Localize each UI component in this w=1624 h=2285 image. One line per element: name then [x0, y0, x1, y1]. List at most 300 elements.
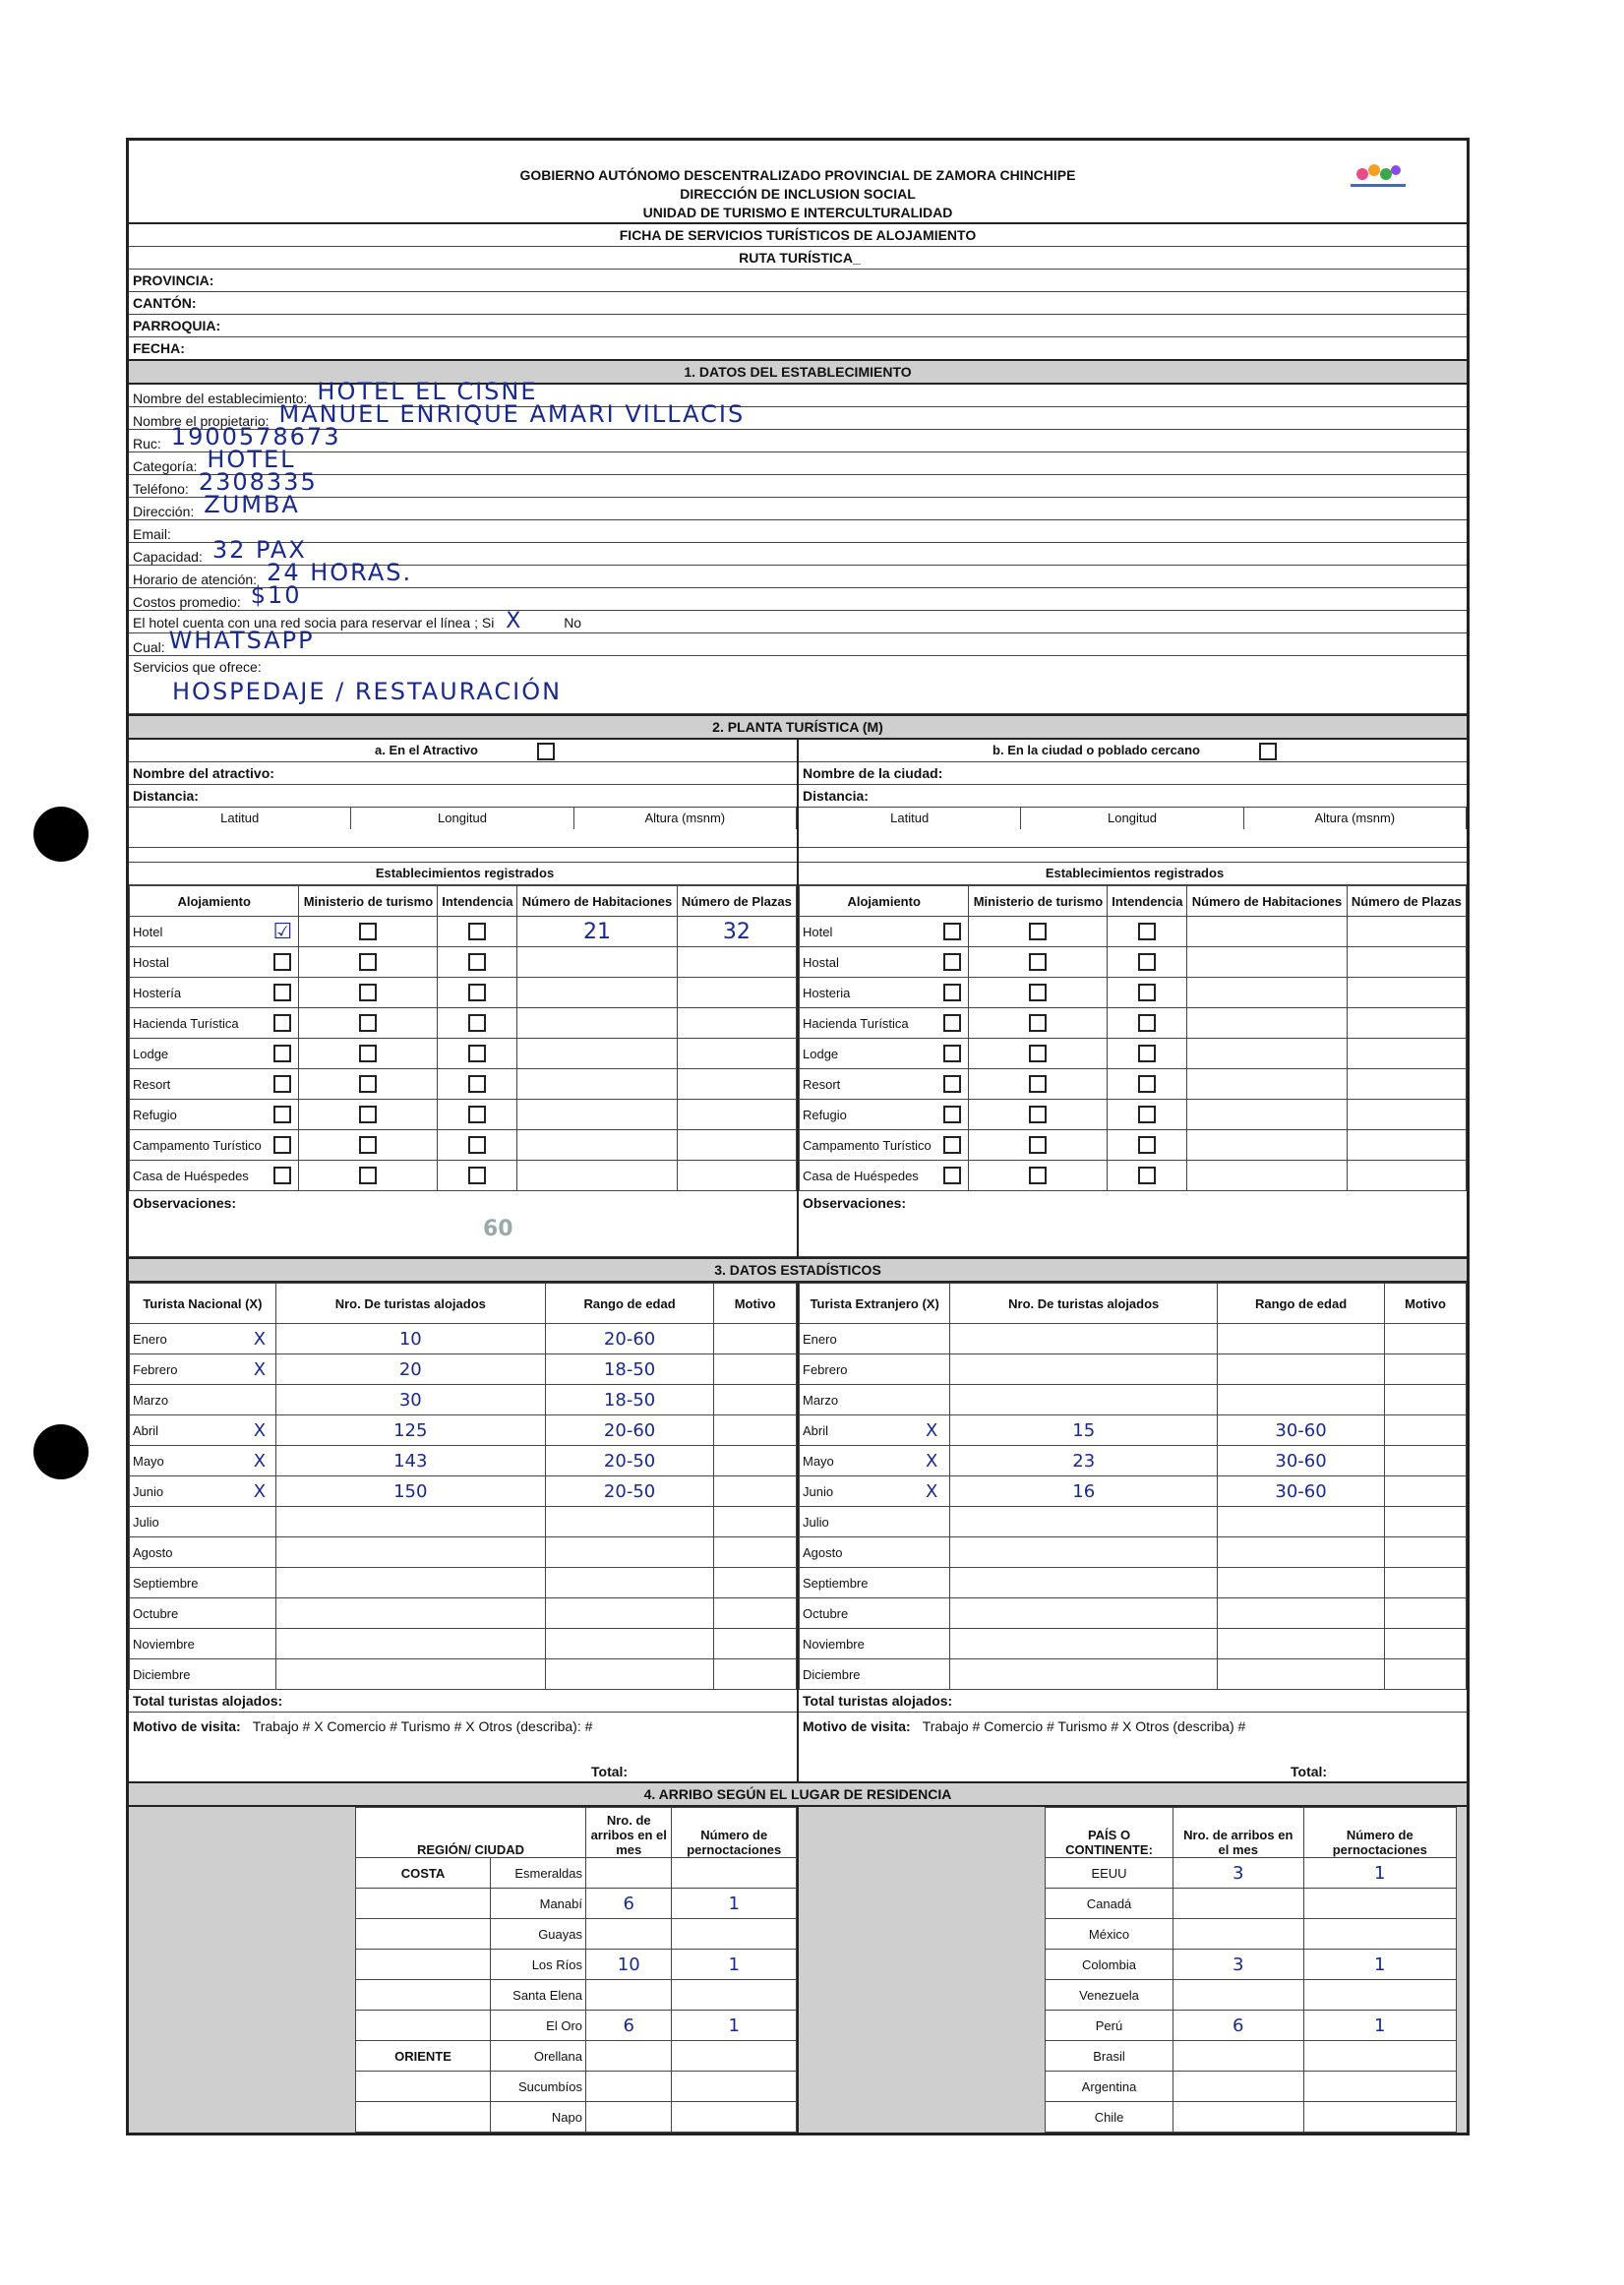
pernoctaciones-cell[interactable] — [1303, 1889, 1456, 1919]
stats-motivo-cell[interactable] — [1385, 1598, 1467, 1629]
planta-distancia[interactable]: Distancia: — [129, 785, 797, 808]
alojamiento-check[interactable] — [267, 1008, 299, 1039]
habitaciones-cell[interactable] — [1187, 1069, 1347, 1100]
stats-x-cell[interactable] — [244, 1659, 275, 1690]
planta-checkbox-cell[interactable] — [438, 1039, 517, 1069]
stats-count-cell[interactable] — [950, 1324, 1218, 1354]
arribos-count-cell[interactable] — [1173, 2011, 1304, 2041]
stats-range-cell[interactable] — [1218, 1446, 1385, 1476]
stats-x-cell[interactable] — [244, 1476, 275, 1507]
alojamiento-check[interactable] — [267, 1069, 299, 1100]
field-row[interactable] — [129, 491, 1467, 520]
arribos-count-cell[interactable] — [1173, 1980, 1304, 2011]
stats-count-cell[interactable] — [950, 1476, 1218, 1507]
stats-range-cell[interactable] — [1218, 1324, 1385, 1354]
habitaciones-cell[interactable] — [517, 978, 677, 1008]
stats-x-cell[interactable] — [244, 1507, 275, 1537]
planta-checkbox-cell[interactable] — [299, 1161, 438, 1191]
stats-count-cell[interactable] — [950, 1385, 1218, 1415]
motivo-visita[interactable] — [129, 1713, 797, 1781]
planta-distancia[interactable]: Distancia: — [799, 785, 1467, 808]
arribos-count-cell[interactable] — [1173, 2072, 1304, 2102]
stats-x-cell[interactable] — [914, 1476, 950, 1507]
habitaciones-cell[interactable] — [1187, 1039, 1347, 1069]
checkbox-icon[interactable] — [468, 984, 486, 1001]
checkbox-icon[interactable] — [468, 1167, 486, 1184]
checkbox-icon[interactable] — [1029, 1014, 1047, 1032]
stats-x-cell[interactable] — [914, 1354, 950, 1385]
planta-checkbox-cell[interactable] — [438, 1100, 517, 1130]
checkbox-icon[interactable] — [273, 1106, 291, 1123]
plazas-cell[interactable] — [1347, 1161, 1466, 1191]
planta-checkbox-cell[interactable] — [1108, 947, 1187, 978]
pernoctaciones-cell[interactable] — [672, 1858, 797, 1889]
habitaciones-cell[interactable] — [1187, 1161, 1347, 1191]
pernoctaciones-cell[interactable] — [672, 2011, 797, 2041]
stats-count-cell[interactable] — [275, 1659, 545, 1690]
habitaciones-cell[interactable] — [517, 1130, 677, 1161]
checkbox-icon[interactable] — [1029, 923, 1047, 940]
pernoctaciones-cell[interactable] — [672, 1919, 797, 1950]
habitaciones-cell[interactable] — [517, 1039, 677, 1069]
stats-count-cell[interactable] — [950, 1629, 1218, 1659]
stats-count-cell[interactable] — [950, 1568, 1218, 1598]
checkbox-icon[interactable] — [1138, 1045, 1156, 1062]
stats-count-cell[interactable] — [950, 1537, 1218, 1568]
arribos-count-cell[interactable] — [1173, 1950, 1304, 1980]
checkbox-icon[interactable] — [1029, 1136, 1047, 1154]
habitaciones-cell[interactable] — [517, 1161, 677, 1191]
alojamiento-check[interactable] — [267, 1161, 299, 1191]
planta-checkbox-cell[interactable] — [969, 1161, 1108, 1191]
stats-range-cell[interactable] — [545, 1659, 713, 1690]
alojamiento-check[interactable] — [267, 1130, 299, 1161]
stats-motivo-cell[interactable] — [1385, 1385, 1467, 1415]
planta-checkbox-cell[interactable] — [438, 947, 517, 978]
stats-x-cell[interactable] — [914, 1659, 950, 1690]
checkbox-icon[interactable] — [359, 923, 377, 940]
stats-range-cell[interactable] — [1218, 1598, 1385, 1629]
stats-x-cell[interactable] — [914, 1507, 950, 1537]
checkbox-icon[interactable] — [273, 1045, 291, 1062]
checkbox-icon[interactable] — [1029, 1167, 1047, 1184]
field-row[interactable] — [129, 520, 1467, 543]
planta-checkbox-cell[interactable] — [1108, 978, 1187, 1008]
habitaciones-cell[interactable] — [517, 1069, 677, 1100]
stats-motivo-cell[interactable] — [1385, 1324, 1467, 1354]
planta-checkbox-cell[interactable] — [299, 978, 438, 1008]
stats-count-cell[interactable] — [275, 1415, 545, 1446]
checkbox-icon[interactable] — [359, 1045, 377, 1062]
stats-range-cell[interactable] — [1218, 1476, 1385, 1507]
stats-count-cell[interactable] — [275, 1537, 545, 1568]
planta-checkbox-cell[interactable] — [1108, 1008, 1187, 1039]
stats-motivo-cell[interactable] — [1385, 1415, 1467, 1446]
planta-checkbox-cell[interactable] — [299, 1069, 438, 1100]
checkbox-icon[interactable] — [273, 1075, 291, 1093]
checkbox-icon[interactable] — [1138, 1167, 1156, 1184]
planta-checkbox-cell[interactable] — [299, 947, 438, 978]
field-row[interactable] — [129, 446, 1467, 475]
checkbox-icon[interactable] — [943, 1136, 961, 1154]
checkbox-icon[interactable] — [1138, 1075, 1156, 1093]
stats-motivo-cell[interactable] — [714, 1324, 797, 1354]
stats-count-cell[interactable] — [275, 1446, 545, 1476]
alojamiento-check[interactable] — [936, 1039, 969, 1069]
arribos-count-cell[interactable] — [586, 1858, 672, 1889]
checkbox-icon[interactable] — [1138, 1106, 1156, 1123]
stats-x-cell[interactable] — [914, 1446, 950, 1476]
planta-checkbox-cell[interactable] — [1108, 1069, 1187, 1100]
checkbox-icon[interactable] — [359, 1106, 377, 1123]
checkbox-icon[interactable] — [943, 923, 961, 940]
planta-checkbox-cell[interactable] — [299, 1130, 438, 1161]
planta-sub-checkbox[interactable] — [537, 743, 555, 760]
arribos-count-cell[interactable] — [586, 2011, 672, 2041]
habitaciones-cell[interactable] — [1187, 917, 1347, 947]
stats-x-cell[interactable] — [244, 1568, 275, 1598]
stats-x-cell[interactable] — [244, 1537, 275, 1568]
plazas-cell[interactable] — [677, 1100, 796, 1130]
habitaciones-cell[interactable] — [1187, 1008, 1347, 1039]
arribos-count-cell[interactable] — [1173, 1889, 1304, 1919]
parroquia-field[interactable]: PARROQUIA: — [129, 315, 1467, 337]
planta-checkbox-cell[interactable] — [969, 1008, 1108, 1039]
plazas-cell[interactable] — [677, 1161, 796, 1191]
planta-checkbox-cell[interactable] — [438, 1130, 517, 1161]
stats-count-cell[interactable] — [275, 1476, 545, 1507]
pernoctaciones-cell[interactable] — [1303, 2102, 1456, 2133]
stats-count-cell[interactable] — [275, 1385, 545, 1415]
planta-checkbox-cell[interactable] — [438, 1008, 517, 1039]
arribos-count-cell[interactable] — [586, 2041, 672, 2072]
stats-motivo-cell[interactable] — [714, 1354, 797, 1385]
pernoctaciones-cell[interactable] — [1303, 1858, 1456, 1889]
pernoctaciones-cell[interactable] — [672, 2102, 797, 2133]
arribos-count-cell[interactable] — [1173, 1919, 1304, 1950]
stats-range-cell[interactable] — [545, 1446, 713, 1476]
planta-checkbox-cell[interactable] — [438, 1069, 517, 1100]
checkbox-icon[interactable] — [943, 1106, 961, 1123]
arribos-count-cell[interactable] — [1173, 1858, 1304, 1889]
stats-motivo-cell[interactable] — [1385, 1659, 1467, 1690]
planta-checkbox-cell[interactable] — [969, 1039, 1108, 1069]
stats-range-cell[interactable] — [545, 1385, 713, 1415]
planta-checkbox-cell[interactable] — [969, 947, 1108, 978]
alojamiento-check[interactable] — [936, 978, 969, 1008]
arribos-count-cell[interactable] — [1173, 2041, 1304, 2072]
stats-x-cell[interactable] — [914, 1385, 950, 1415]
stats-count-cell[interactable] — [275, 1568, 545, 1598]
alojamiento-check[interactable] — [936, 1161, 969, 1191]
stats-range-cell[interactable] — [1218, 1385, 1385, 1415]
observaciones[interactable] — [129, 1191, 797, 1257]
habitaciones-cell[interactable] — [1187, 978, 1347, 1008]
checkbox-icon[interactable] — [1029, 1045, 1047, 1062]
stats-motivo-cell[interactable] — [714, 1507, 797, 1537]
stats-x-cell[interactable] — [244, 1415, 275, 1446]
pernoctaciones-cell[interactable] — [672, 1980, 797, 2011]
habitaciones-cell[interactable] — [1187, 1130, 1347, 1161]
planta-checkbox-cell[interactable] — [969, 978, 1108, 1008]
checkbox-icon[interactable] — [359, 1167, 377, 1184]
checkbox-icon[interactable] — [359, 953, 377, 971]
stats-range-cell[interactable] — [1218, 1354, 1385, 1385]
fecha-field[interactable]: FECHA: — [133, 340, 185, 356]
checkbox-icon[interactable] — [468, 923, 486, 940]
stats-count-cell[interactable] — [950, 1507, 1218, 1537]
planta-name[interactable]: Nombre del atractivo: — [129, 762, 797, 785]
stats-range-cell[interactable] — [1218, 1659, 1385, 1690]
stats-x-cell[interactable] — [914, 1568, 950, 1598]
plazas-cell[interactable] — [1347, 1130, 1466, 1161]
habitaciones-cell[interactable] — [517, 1100, 677, 1130]
stats-x-cell[interactable] — [244, 1446, 275, 1476]
stats-x-cell[interactable] — [244, 1629, 275, 1659]
checkbox-icon[interactable] — [943, 1167, 961, 1184]
stats-motivo-cell[interactable] — [714, 1385, 797, 1415]
planta-checkbox-cell[interactable] — [1108, 1161, 1187, 1191]
stats-range-cell[interactable] — [545, 1568, 713, 1598]
plazas-cell[interactable] — [1347, 978, 1466, 1008]
alojamiento-check[interactable] — [936, 1100, 969, 1130]
stats-count-cell[interactable] — [275, 1507, 545, 1537]
stats-motivo-cell[interactable] — [1385, 1568, 1467, 1598]
stats-range-cell[interactable] — [545, 1324, 713, 1354]
stats-range-cell[interactable] — [545, 1415, 713, 1446]
checkbox-icon[interactable] — [943, 953, 961, 971]
pernoctaciones-cell[interactable] — [1303, 2011, 1456, 2041]
motivo-visita[interactable] — [799, 1713, 1467, 1781]
stats-count-cell[interactable] — [950, 1659, 1218, 1690]
stats-motivo-cell[interactable] — [714, 1415, 797, 1446]
checkbox-icon[interactable] — [1029, 1106, 1047, 1123]
planta-checkbox-cell[interactable] — [438, 978, 517, 1008]
arribos-count-cell[interactable] — [586, 2102, 672, 2133]
stats-motivo-cell[interactable] — [1385, 1354, 1467, 1385]
checkbox-icon[interactable] — [1029, 984, 1047, 1001]
checkbox-icon[interactable] — [1138, 984, 1156, 1001]
alojamiento-check[interactable] — [936, 1008, 969, 1039]
stats-x-cell[interactable] — [244, 1598, 275, 1629]
checkbox-icon[interactable] — [943, 1045, 961, 1062]
habitaciones-cell[interactable] — [1187, 1100, 1347, 1130]
pernoctaciones-cell[interactable] — [1303, 1980, 1456, 2011]
alojamiento-check[interactable] — [936, 917, 969, 947]
checkbox-icon[interactable] — [943, 984, 961, 1001]
stats-motivo-cell[interactable] — [714, 1537, 797, 1568]
stats-range-cell[interactable] — [545, 1507, 713, 1537]
servicios-row[interactable] — [129, 678, 1467, 714]
planta-checkbox-cell[interactable] — [969, 917, 1108, 947]
stats-count-cell[interactable] — [950, 1446, 1218, 1476]
stats-motivo-cell[interactable] — [1385, 1537, 1467, 1568]
red-social-row[interactable] — [129, 611, 1467, 633]
planta-checkbox-cell[interactable] — [1108, 1039, 1187, 1069]
geo-values[interactable] — [799, 829, 1467, 848]
alojamiento-check[interactable] — [267, 978, 299, 1008]
checkbox-icon[interactable] — [1138, 1014, 1156, 1032]
checkbox-icon[interactable] — [1138, 1136, 1156, 1154]
checkbox-icon[interactable] — [273, 1136, 291, 1154]
planta-checkbox-cell[interactable] — [299, 1008, 438, 1039]
stats-range-cell[interactable] — [1218, 1537, 1385, 1568]
stats-count-cell[interactable] — [275, 1324, 545, 1354]
checkbox-icon[interactable] — [468, 1106, 486, 1123]
stats-motivo-cell[interactable] — [714, 1446, 797, 1476]
planta-name[interactable]: Nombre de la ciudad: — [799, 762, 1467, 785]
arribos-count-cell[interactable] — [1173, 2102, 1304, 2133]
stats-range-cell[interactable] — [545, 1598, 713, 1629]
stats-count-cell[interactable] — [950, 1415, 1218, 1446]
arribos-count-cell[interactable] — [586, 1889, 672, 1919]
plazas-cell[interactable] — [1347, 917, 1466, 947]
pernoctaciones-cell[interactable] — [672, 2072, 797, 2102]
field-row[interactable] — [129, 423, 1467, 452]
planta-checkbox-cell[interactable] — [438, 1161, 517, 1191]
stats-x-cell[interactable] — [914, 1415, 950, 1446]
planta-checkbox-cell[interactable] — [299, 917, 438, 947]
stats-motivo-cell[interactable] — [714, 1568, 797, 1598]
arribos-count-cell[interactable] — [586, 1980, 672, 2011]
stats-count-cell[interactable] — [275, 1629, 545, 1659]
stats-motivo-cell[interactable] — [714, 1629, 797, 1659]
field-row[interactable] — [129, 468, 1467, 498]
pernoctaciones-cell[interactable] — [1303, 2072, 1456, 2102]
checkbox-icon[interactable] — [468, 1045, 486, 1062]
stats-x-cell[interactable] — [244, 1385, 275, 1415]
pernoctaciones-cell[interactable] — [672, 2041, 797, 2072]
checkbox-icon[interactable] — [943, 1014, 961, 1032]
plazas-cell[interactable] — [1347, 947, 1466, 978]
stats-count-cell[interactable] — [950, 1354, 1218, 1385]
stats-x-cell[interactable] — [914, 1629, 950, 1659]
geo-values[interactable] — [129, 829, 797, 848]
checkbox-icon[interactable] — [359, 984, 377, 1001]
cual-row[interactable] — [129, 627, 1467, 656]
planta-sub-checkbox[interactable] — [1259, 743, 1277, 760]
stats-range-cell[interactable] — [1218, 1568, 1385, 1598]
alojamiento-check[interactable] — [267, 1100, 299, 1130]
arribos-count-cell[interactable] — [586, 2072, 672, 2102]
checkbox-icon[interactable] — [468, 953, 486, 971]
stats-range-cell[interactable] — [545, 1354, 713, 1385]
planta-checkbox-cell[interactable] — [969, 1069, 1108, 1100]
stats-range-cell[interactable] — [545, 1476, 713, 1507]
habitaciones-cell[interactable] — [517, 1008, 677, 1039]
alojamiento-check[interactable] — [936, 1130, 969, 1161]
checkbox-icon[interactable] — [359, 1014, 377, 1032]
checkbox-icon[interactable] — [468, 1136, 486, 1154]
alojamiento-check[interactable] — [936, 1069, 969, 1100]
stats-range-cell[interactable] — [545, 1537, 713, 1568]
plazas-cell[interactable] — [1347, 1039, 1466, 1069]
planta-checkbox-cell[interactable] — [299, 1039, 438, 1069]
provincia-field[interactable]: PROVINCIA: — [129, 270, 1467, 292]
checkbox-icon[interactable] — [359, 1136, 377, 1154]
checkbox-icon[interactable] — [1138, 953, 1156, 971]
plazas-cell[interactable] — [1347, 1008, 1466, 1039]
habitaciones-cell[interactable] — [517, 917, 677, 947]
arribos-count-cell[interactable] — [586, 1919, 672, 1950]
checkbox-icon[interactable] — [273, 1014, 291, 1032]
plazas-cell[interactable] — [677, 978, 796, 1008]
checkbox-icon[interactable] — [943, 1075, 961, 1093]
plazas-cell[interactable] — [677, 1130, 796, 1161]
planta-checkbox-cell[interactable] — [1108, 1100, 1187, 1130]
stats-x-cell[interactable] — [914, 1537, 950, 1568]
stats-motivo-cell[interactable] — [714, 1659, 797, 1690]
checkbox-icon[interactable] — [273, 1167, 291, 1184]
checkbox-icon[interactable] — [273, 953, 291, 971]
planta-checkbox-cell[interactable] — [1108, 1130, 1187, 1161]
pernoctaciones-cell[interactable] — [1303, 1919, 1456, 1950]
planta-checkbox-cell[interactable] — [1108, 917, 1187, 947]
checkbox-icon[interactable] — [1029, 953, 1047, 971]
stats-count-cell[interactable] — [950, 1598, 1218, 1629]
stats-range-cell[interactable] — [1218, 1629, 1385, 1659]
field-row[interactable] — [129, 581, 1467, 611]
stats-x-cell[interactable] — [914, 1324, 950, 1354]
stats-range-cell[interactable] — [1218, 1415, 1385, 1446]
checkbox-icon[interactable] — [468, 1075, 486, 1093]
checkbox-icon[interactable] — [273, 984, 291, 1001]
plazas-cell[interactable] — [677, 1069, 796, 1100]
stats-x-cell[interactable] — [914, 1598, 950, 1629]
checkbox-icon[interactable] — [1029, 1075, 1047, 1093]
plazas-cell[interactable] — [677, 917, 796, 947]
canton-field[interactable]: CANTÓN: — [129, 292, 1467, 315]
stats-motivo-cell[interactable] — [714, 1476, 797, 1507]
stats-range-cell[interactable] — [1218, 1507, 1385, 1537]
checkbox-icon[interactable] — [1138, 923, 1156, 940]
checkbox-icon[interactable] — [359, 1075, 377, 1093]
checkbox-icon[interactable] — [468, 1014, 486, 1032]
stats-count-cell[interactable] — [275, 1354, 545, 1385]
plazas-cell[interactable] — [677, 947, 796, 978]
stats-range-cell[interactable] — [545, 1629, 713, 1659]
pernoctaciones-cell[interactable] — [672, 1950, 797, 1980]
planta-checkbox-cell[interactable] — [438, 917, 517, 947]
planta-checkbox-cell[interactable] — [969, 1130, 1108, 1161]
stats-motivo-cell[interactable] — [1385, 1507, 1467, 1537]
stats-x-cell[interactable] — [244, 1354, 275, 1385]
alojamiento-check[interactable] — [267, 1039, 299, 1069]
arribos-count-cell[interactable] — [586, 1950, 672, 1980]
planta-checkbox-cell[interactable] — [299, 1100, 438, 1130]
field-row[interactable] — [129, 559, 1467, 588]
stats-x-cell[interactable] — [244, 1324, 275, 1354]
alojamiento-check[interactable] — [936, 947, 969, 978]
pernoctaciones-cell[interactable] — [672, 1889, 797, 1919]
plazas-cell[interactable] — [1347, 1069, 1466, 1100]
alojamiento-check[interactable] — [267, 917, 299, 947]
plazas-cell[interactable] — [677, 1008, 796, 1039]
stats-motivo-cell[interactable] — [1385, 1446, 1467, 1476]
alojamiento-check[interactable] — [267, 947, 299, 978]
planta-checkbox-cell[interactable] — [969, 1100, 1108, 1130]
stats-motivo-cell[interactable] — [1385, 1476, 1467, 1507]
stats-count-cell[interactable] — [275, 1598, 545, 1629]
plazas-cell[interactable] — [1347, 1100, 1466, 1130]
pernoctaciones-cell[interactable] — [1303, 2041, 1456, 2072]
habitaciones-cell[interactable] — [1187, 947, 1347, 978]
habitaciones-cell[interactable] — [517, 947, 677, 978]
pernoctaciones-cell[interactable] — [1303, 1950, 1456, 1980]
plazas-cell[interactable] — [677, 1039, 796, 1069]
observaciones[interactable] — [799, 1191, 1467, 1257]
stats-motivo-cell[interactable] — [714, 1598, 797, 1629]
